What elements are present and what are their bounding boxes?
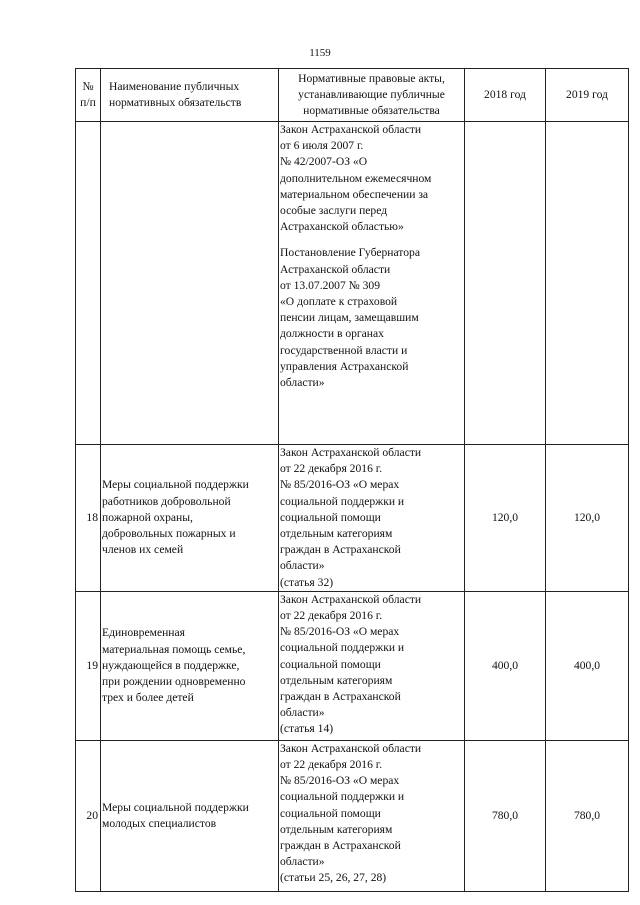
value-2018: 400,0 [465, 591, 546, 740]
obligation-name: Меры социальной поддержки работников добровольной пожарной охраны, добровольных пожарных и членов их семей [101, 445, 279, 592]
table-row [76, 740, 629, 891]
header-legal-acts: Нормативные правовые акты, устанавливающие публичные нормативные обязательства [279, 69, 465, 122]
legal-act: Постановление Губернатора Астраханской области от 13.07.2007 № 309 «О доплате к страховой пенсии лицам, замещавшим должности в органах государственной власти и управления Астраханской области» [280, 246, 420, 390]
legal-acts-cell [279, 445, 465, 592]
header-obligation-name: Наименование публичных нормативных обязательств [101, 69, 279, 122]
legal-acts-cell [279, 122, 465, 445]
value-2018: 120,0 [465, 445, 546, 592]
value-2019: 400,0 [546, 591, 629, 740]
table-row [76, 591, 629, 740]
value-2019: 780,0 [546, 740, 629, 891]
page-number: 1159 [309, 47, 331, 59]
header-year-2019: 2019 год [546, 69, 629, 122]
value-2019 [546, 122, 629, 445]
row-number: 18 [76, 445, 101, 592]
legal-act: Закон Астраханской области от 6 июля 2007 г. № 42/2007-ОЗ «О дополнительном ежемесячном материальном обеспечении за особые заслуги перед Астраханской областью» [280, 123, 432, 234]
header-year-2018: 2018 год [465, 69, 546, 122]
row-number: 19 [76, 591, 101, 740]
obligation-name: Меры социальной поддержки молодых специалистов [101, 740, 279, 891]
header-number: № п/п [76, 69, 101, 122]
table-row [76, 122, 629, 445]
value-2019: 120,0 [546, 445, 629, 592]
legal-acts-cell [279, 591, 465, 740]
legal-acts-cell [279, 740, 465, 891]
row-number [76, 122, 101, 445]
value-2018 [465, 122, 546, 445]
obligations-table [75, 68, 629, 892]
value-2018: 780,0 [465, 740, 546, 891]
legal-act: Закон Астраханской области от 22 декабря 2016 г. № 85/2016-ОЗ «О мерах социальной поддержки и социальной помощи отдельным категориям граждан в Астраханской области» (статья 14) [280, 592, 422, 736]
legal-act: Закон Астраханской области от 22 декабря 2016 г. № 85/2016-ОЗ «О мерах социальной поддержки и социальной помощи отдельным категориям граждан в Астраханской области» (статьи 25, 26, 27, 28) [280, 741, 422, 885]
obligation-name: Единовременная материальная помощь семье, нуждающейся в поддержке, при рождении одновременно трех и более детей [101, 591, 279, 740]
legal-act: Закон Астраханской области от 22 декабря 2016 г. № 85/2016-ОЗ «О мерах социальной поддержки и социальной помощи отдельным категориям граждан в Астраханской области» (статья 32) [280, 446, 422, 589]
table-header-row [76, 69, 629, 122]
table-row [76, 445, 629, 592]
obligation-name [101, 122, 279, 445]
row-number: 20 [76, 740, 101, 891]
